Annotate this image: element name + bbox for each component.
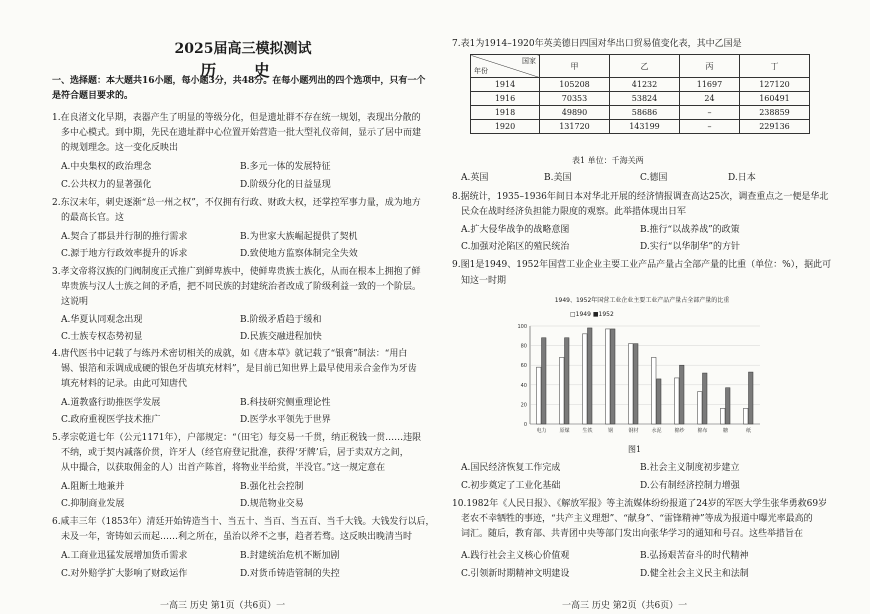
q2-option-b[interactable]: B.为世家大族崛起提供了契机 [240, 232, 358, 242]
x-tick-label: 糖 [722, 428, 729, 434]
q5-option-a[interactable]: A.阻断土地兼并 [61, 482, 125, 492]
x-tick-label: 钢 [607, 428, 614, 434]
table-cell-year: 1916 [471, 92, 540, 106]
q7-option-c[interactable]: C.德国 [640, 173, 668, 183]
q10-option-a[interactable]: A.践行社会主义核心价值观 [461, 551, 570, 561]
q3-stem: 卑贵族与汉人士族之间的矛盾，把不同民族的封建统治者改成了阶级利益一致的一个阶层。 [61, 282, 422, 292]
q1-stem: 多中心模式。到中期，先民在遗址群中心位置开始营造一批大型礼仪帝间，显示了居中而建 [61, 128, 422, 138]
bar-1949 [652, 357, 657, 424]
table-cell: 41232 [610, 78, 680, 92]
q4-option-b[interactable]: B.科技研究侧重理论性 [240, 398, 331, 408]
q7-option-d[interactable]: D.日本 [728, 173, 756, 183]
y-tick-label: 60 [520, 363, 527, 370]
figure-caption: 图1 [628, 445, 642, 454]
table-cell: 11697 [680, 78, 740, 92]
page-footer: 一高三 历史 第2页（共6页）一 [562, 601, 688, 611]
figure-1-chart [492, 292, 792, 444]
chart-title: 1949、1952年国营工业企业主要工业产品产量占全部产量的比重 [554, 297, 730, 304]
q4-option-a[interactable]: A.道教盛行助推医学发展 [61, 398, 161, 408]
q10-option-d[interactable]: D.健全社会主义民主和法制 [640, 569, 749, 579]
subject-title: 历 史 [200, 61, 286, 80]
table-header-year: 年份 [474, 67, 488, 75]
table-col-header: 丙 [680, 55, 740, 78]
table-cell: 70353 [540, 92, 610, 106]
q7-option-a[interactable]: A.英国 [461, 173, 489, 183]
table-cell: 127120 [739, 78, 809, 92]
q9-option-c[interactable]: C.初步奠定了工业化基础 [461, 481, 561, 491]
q9-option-d[interactable]: D.公有制经济控制力增强 [640, 481, 740, 491]
table-cell: 58686 [610, 106, 680, 120]
q1-option-b[interactable]: B.多元一体的发展特征 [240, 162, 331, 172]
q5-stem: 从中撮合，以获取佣金的人）出首产陈首，将物业半给赏，半没官。”这一规定意在 [61, 463, 386, 473]
q1-option-d[interactable]: D.阶级分化的日益显现 [240, 180, 331, 190]
q9-option-b[interactable]: B.社会主义制度初步建立 [640, 463, 740, 473]
q4-option-d[interactable]: D.医学水平领先于世界 [240, 415, 331, 425]
q4-stem: 锡、银箔和汞调成成硬的银色牙齿填充材料”，是目前已知世界上最早使用汞合金作为牙齿 [61, 364, 417, 374]
table-cell: – [680, 106, 740, 120]
table-cell-year: 1918 [471, 106, 540, 120]
table-cell: 238859 [739, 106, 809, 120]
table-cell: 53824 [610, 92, 680, 106]
table-corner-header [471, 55, 540, 78]
table-row [471, 78, 810, 92]
y-tick-label: 40 [520, 382, 527, 389]
q1-stem: 的规划理念。这一变化反映出 [61, 143, 179, 153]
table-cell: 160491 [739, 92, 809, 106]
q3-option-a[interactable]: A.华夏认同观念出现 [61, 315, 143, 325]
bar-1949 [560, 357, 565, 424]
instruction-line: 一、选择题：本大题共16小题，每小题3分，共48分。在每小题列出的四个选项中，只有一个 [52, 76, 426, 86]
q5-stem: 不纳，或于契内减落价贯，许牙人（经官府登记批准，获得‘牙牌’后，居于卖双方之间， [61, 448, 409, 458]
instruction-line: 是符合题目要求的。 [52, 91, 134, 101]
q6-option-b[interactable]: B.封建统治危机不断加剧 [240, 551, 340, 561]
table-col-header: 乙 [610, 55, 680, 78]
y-tick-label: 20 [520, 402, 527, 409]
q6-stem: 未及一年，寄铸如云而起……利之所在，虽治以斧不之事，趋者若骛。这反映出晚清当时 [61, 532, 413, 542]
q3-option-b[interactable]: B.阶级矛盾趋于缓和 [240, 315, 322, 325]
q6-option-d[interactable]: D.对货币铸造管制的失控 [240, 569, 340, 579]
x-tick-label: 水泥 [651, 428, 662, 434]
bar-1952 [726, 388, 731, 424]
page-1 [52, 0, 434, 614]
q7-stem: 7.表1为1914–1920年英美德日四国对华出口贸易值变化表，其中乙国是 [452, 39, 742, 49]
q8-option-b[interactable]: B.推行“以战养战”的政策 [640, 225, 740, 235]
q1-option-a[interactable]: A.中央集权的政治理念 [61, 162, 152, 172]
bar-1949 [537, 367, 542, 424]
trade-table [470, 54, 810, 134]
q1-option-c[interactable]: C.公共权力的显著强化 [61, 180, 152, 190]
x-tick-label: 原煤 [559, 428, 570, 434]
q3-option-d[interactable]: D.民族交融进程加快 [240, 332, 322, 342]
table-cell: 49890 [540, 106, 610, 120]
q3-option-c[interactable]: C.士族专权态势初显 [61, 332, 143, 342]
bar-1952 [542, 338, 547, 424]
table-cell: 229136 [739, 120, 809, 134]
exam-title: 2025届高三模拟测试 [174, 41, 312, 57]
q10-option-b[interactable]: B.弘扬艰苦奋斗的时代精神 [640, 551, 749, 561]
q8-option-d[interactable]: D.实行“以华制华”的方针 [640, 242, 740, 252]
table-col-header: 丁 [739, 55, 809, 78]
q2-stem: 的最高长官。这 [61, 213, 125, 223]
q6-stem: 6.咸丰三年（1853年）清廷开始铸造当十、当五十、当百、当五百、当千大钱。大钱发行以后， [52, 517, 435, 527]
q9-option-a[interactable]: A.国民经济恢复工作完成 [461, 463, 561, 473]
x-tick-label: 棉纱 [674, 428, 685, 434]
bar-1952 [588, 328, 593, 424]
q8-stem: 8.据统计，1935–1936年间日本对华北开展的经济情报调查高达25次，调查重点之一便是华北 [452, 192, 829, 202]
table-cell-year: 1914 [471, 78, 540, 92]
q5-option-b[interactable]: B.强化社会控制 [240, 482, 304, 492]
table-row [471, 120, 810, 134]
x-tick-label: 生铁 [582, 428, 593, 434]
bar-1949 [744, 408, 749, 424]
bar-group [537, 328, 754, 424]
table-cell: 105208 [540, 78, 610, 92]
bar-1952 [565, 338, 570, 424]
bar-1952 [657, 379, 662, 424]
table-header-country: 国家 [522, 57, 536, 65]
q8-option-a[interactable]: A.扩大侵华战争的战略意图 [461, 225, 570, 235]
q10-stem: 词汇。随后，教育部、共青团中央等部门发出向张华学习的通知和号召。这些举措旨在 [461, 529, 804, 539]
bar-1949 [583, 334, 588, 424]
q7-option-b[interactable]: B.美国 [544, 173, 572, 183]
bar-1949 [629, 344, 634, 424]
q5-option-d[interactable]: D.规范物业交易 [240, 499, 304, 509]
q10-stem: 老农不幸牺牲的事迹，“共产主义理想”、“献身”、“雷锋精神”等成为报道中曝光率最高的 [461, 514, 813, 524]
table-row [471, 92, 810, 106]
q8-stem: 民众在战时经济负担能力限度的观察。此举措体现出日军 [461, 207, 687, 217]
table-cell: – [680, 120, 740, 134]
y-tick-label: 0 [523, 422, 527, 428]
q9-stem: 9.图1是1949、1952年国营工业企业主要工业产品产量占全部产量的比重（单位：%），据此可 [452, 260, 832, 270]
table-cell: 24 [680, 92, 740, 106]
table-row [471, 106, 810, 120]
q5-stem: 5.孝宗乾道七年（公元1171年），户部规定：“（田宅）每交易一千贯，纳正税钱一贯……违限 [52, 433, 422, 443]
q8-option-c[interactable]: C.加强对沦陷区的殖民统治 [461, 242, 570, 252]
bar-1949 [675, 378, 680, 424]
q6-option-c[interactable]: C.对外赔学扩大影响了财政运作 [61, 569, 188, 579]
q3-stem: 3.孝文帝将汉族的门阀制度正式推广到鲜卑族中，使鲜卑贵族士族化，从而在根本上拥抱了鲜 [52, 267, 421, 277]
q4-stem: 填充材料的记录。由此可知唐代 [61, 379, 188, 389]
y-tick-label: 80 [520, 343, 527, 350]
q6-option-a[interactable]: A.工商业迅猛发展增加货币需求 [61, 551, 188, 561]
q3-stem: 这说明 [61, 297, 89, 307]
table-cell: 143199 [610, 120, 680, 134]
q1-stem: 1.在良渚文化早期，表器产生了明显的等级分化，但是遗址群不存在统一规划，表现出分散的 [52, 113, 421, 123]
bar-1952 [611, 329, 616, 424]
bar-1949 [721, 408, 726, 424]
bar-1952 [703, 373, 708, 424]
q10-stem: 10.1982年《人民日报》、《解放军报》等主流媒体纷纷报道了24岁的军医大学生张华勇救69岁 [452, 499, 828, 509]
x-tick-label: 电力 [536, 428, 547, 434]
x-tick-label: 棉布 [697, 428, 708, 434]
bar-1952 [680, 365, 685, 424]
q2-option-d[interactable]: D.致使地方监察体制完全失效 [240, 249, 358, 259]
q4-stem: 4.唐代医书中记载了与练丹术密切相关的成就，如《唐本草》就记载了“银膏”制法：“用白 [52, 349, 408, 359]
table-caption: 表1 单位：千海关两 [572, 156, 644, 165]
q5-option-c[interactable]: C.抑制商业发展 [61, 499, 125, 509]
bar-1949 [698, 392, 703, 424]
y-tick-label: 100 [517, 324, 527, 330]
page-footer: 一高三 历史 第1页（共6页）一 [160, 601, 286, 611]
q2-option-a[interactable]: A.契合了郡县并行制的推行需求 [61, 232, 188, 242]
q2-stem: 2.东汉末年，刺史逐渐“总一州之权”，不仅拥有行政、财政大权，还掌控军事力量，成为地方 [52, 198, 421, 208]
table-cell: 131720 [540, 120, 610, 134]
bar-1949 [606, 329, 611, 424]
x-tick-label: 钢材 [628, 428, 639, 434]
q2-option-c[interactable]: C.源于地方行政效率提升的诉求 [61, 249, 188, 259]
q4-option-c[interactable]: C.政府重视医学技术推广 [61, 415, 161, 425]
bar-1952 [749, 372, 754, 424]
table-col-header: 甲 [540, 55, 610, 78]
table-cell-year: 1920 [471, 120, 540, 134]
q10-option-c[interactable]: C.引领新时期精神文明建设 [461, 569, 570, 579]
x-tick-label: 纸 [745, 428, 752, 434]
page-2 [452, 0, 848, 614]
q9-stem: 知这一时期 [461, 276, 507, 286]
chart-legend: □1949 ■1952 [570, 311, 614, 318]
bar-1952 [634, 344, 639, 424]
x-axis-labels [536, 427, 751, 434]
